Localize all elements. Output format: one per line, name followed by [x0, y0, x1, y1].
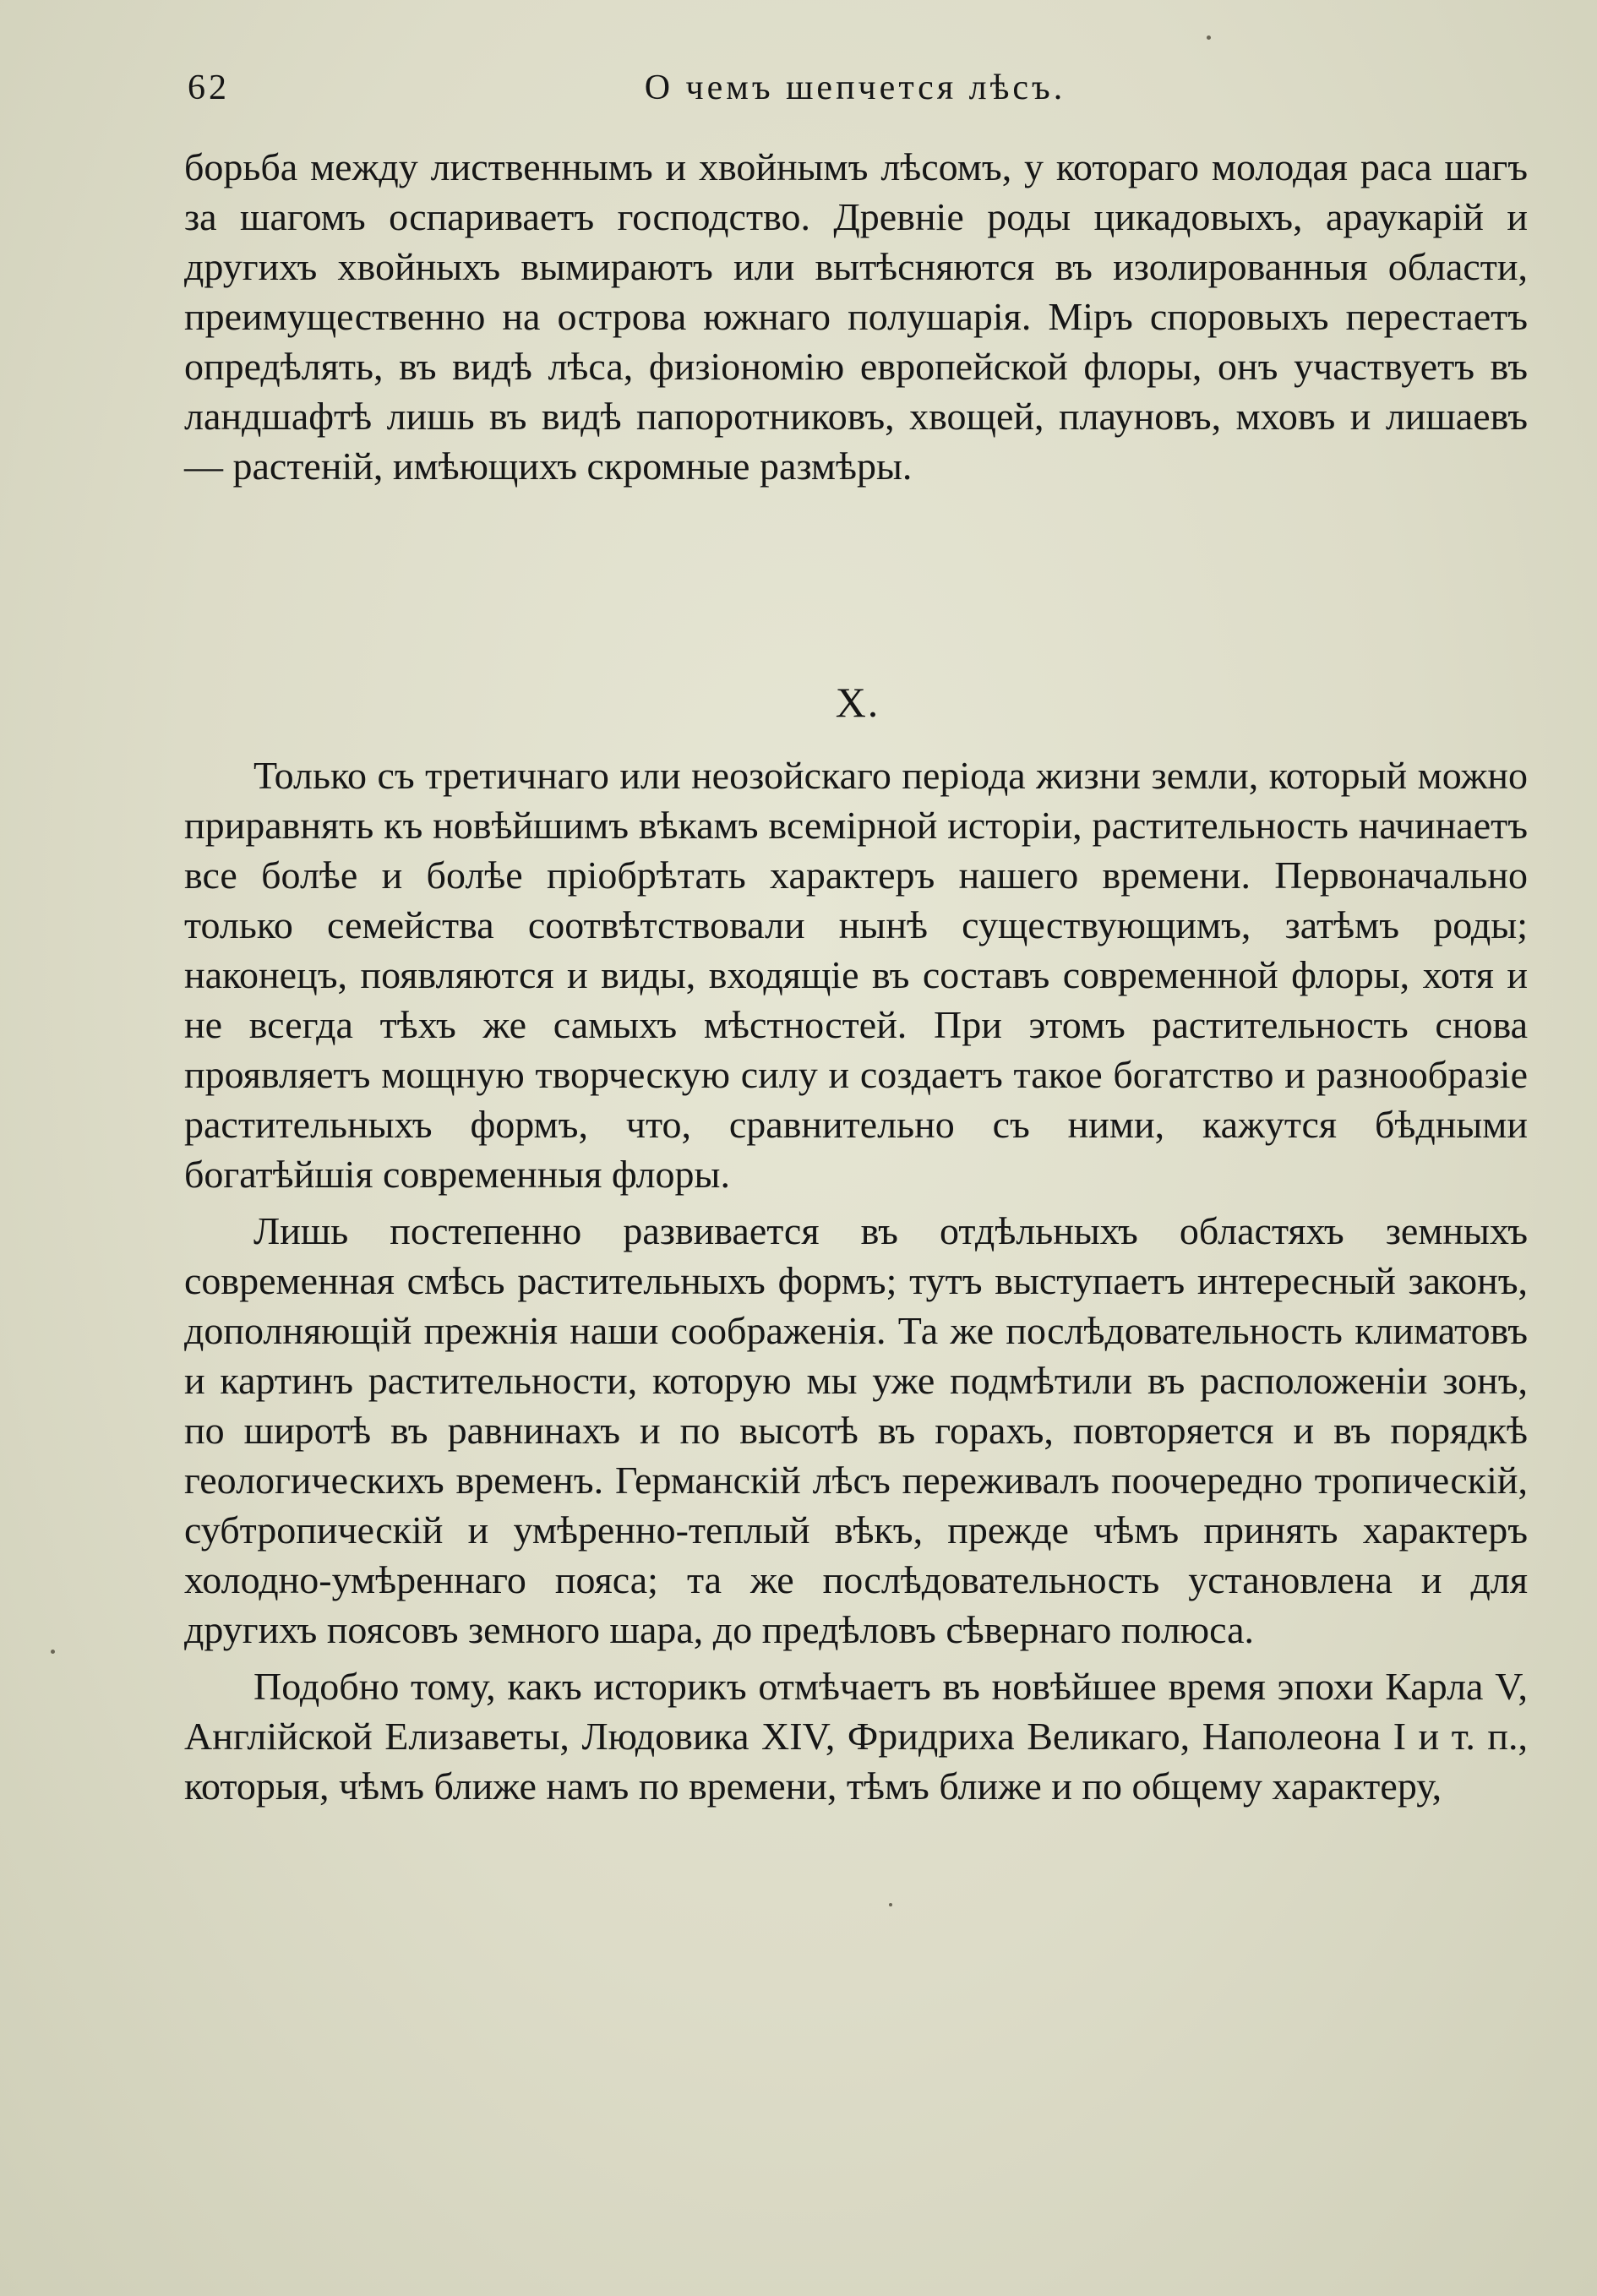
paper-speck: [51, 1650, 55, 1654]
section-body: [184, 750, 1528, 1818]
page-number: 62: [188, 68, 230, 107]
paragraph-1: Только съ третичнаго или неозойскаго періода жизни земли, который можно приравнять къ новѣйшимъ вѣкамъ всемірной исторіи, растительность начинаетъ все болѣе и болѣе пріобрѣтать характеръ нашего времени. Первоначально только семейства соотвѣтствовали нынѣ существующимъ, затѣмъ роды; наконецъ, появляются и виды, входящіе въ составъ современной флоры, хотя и не всегда тѣхъ же самыхъ мѣстностей. При этомъ растительность снова проявляетъ мощную творческую силу и создаетъ такое богатство и разнообразіе растительныхъ формъ, что, сравнительно съ ними, кажутся бѣдными богатѣйшія современныя флоры.: [184, 754, 1528, 1196]
paragraph-2: Лишь постепенно развивается въ отдѣльныхъ областяхъ земныхъ современная смѣсь растительныхъ формъ; тутъ выступаетъ интересный законъ, дополняющій прежнія наши соображенія. Та же послѣдовательность климатовъ и картинъ растительности, которую мы уже подмѣтили въ расположеніи зонъ, по широтѣ въ равнинахъ и по высотѣ въ горахъ, повторяется и въ порядкѣ геологическихъ временъ. Германскій лѣсъ переживалъ поочередно тропическій, субтропическій и умѣренно-теплый вѣкъ, прежде чѣмъ принять характеръ холодно-умѣреннаго пояса; та же послѣдовательность установлена и для другихъ поясовъ земного шара, до предѣловъ сѣвернаго полюса.: [184, 1209, 1528, 1651]
continued-paragraph: борьба между лиственнымъ и хвойнымъ лѣсомъ, у котораго молодая раса шагъ за шагомъ оспариваетъ господство. Древніе роды цикадовыхъ, араукарій и другихъ хвойныхъ вымираютъ или вытѣсняются въ изолированныя области, преимущественно на острова южнаго полушарія. Міръ споровыхъ перестаетъ опредѣлять, въ видѣ лѣса, физіономію европейской флоры, онъ участвуетъ въ ландшафтѣ лишь въ видѣ папоротниковъ, хвощей, плауновъ, мховъ и лишаевъ — растеній, имѣющихъ скромные размѣры.: [184, 145, 1528, 488]
running-head: [188, 68, 1523, 118]
continued-paragraph-block: [184, 142, 1528, 491]
section-heading: X.: [835, 679, 880, 726]
paragraph-3: Подобно тому, какъ историкъ отмѣчаетъ въ новѣйшее время эпохи Карла V, Англійской Елизаветы, Людовика XIV, Фридриха Великаго, Наполеона I и т. п., которыя, чѣмъ ближе намъ по времени, тѣмъ ближе и по общему характеру,: [184, 1665, 1528, 1808]
paper-speck: [889, 1903, 892, 1906]
paper-speck: [1207, 35, 1211, 40]
running-title: О чемъ шепчется лѣсъ.: [644, 68, 1066, 107]
